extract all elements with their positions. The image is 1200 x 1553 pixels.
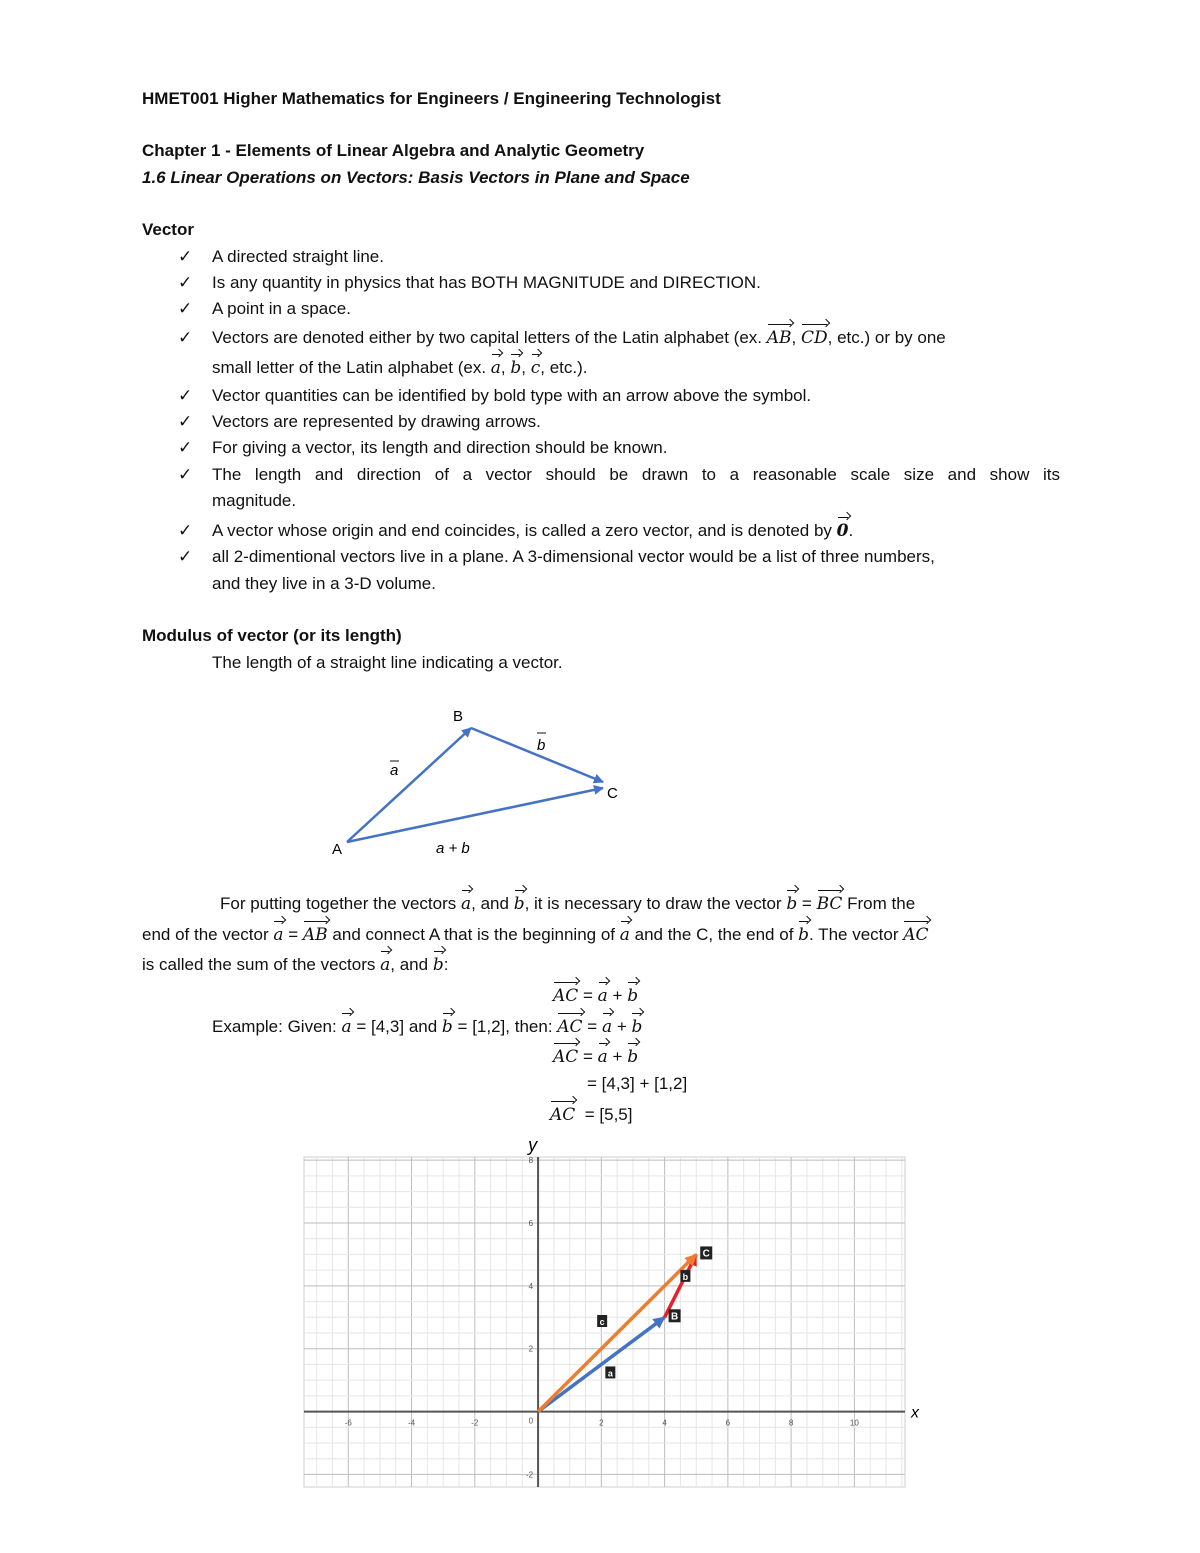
equation-result: AC = [5,5]	[550, 1105, 633, 1125]
sum-text-3: it is necessary to draw the vector	[534, 894, 782, 913]
x-tick-label: 10	[849, 1418, 859, 1428]
bullet-9: A vector whose origin and end coincides, is called a zero vector, and is denoted by 0.	[212, 521, 854, 541]
vector-a-symbol: a	[490, 358, 501, 378]
vector-b-symbol: b	[432, 955, 444, 975]
label-sum: a + b	[436, 840, 470, 857]
vector-a-symbol: a	[380, 955, 391, 975]
vector-a-symbol: a	[597, 986, 608, 1006]
bullet-4-text-2: small letter of the Latin alphabet (ex.	[212, 358, 487, 377]
bullet-3: A point in a space.	[212, 299, 351, 318]
check-icon: ✓	[178, 299, 193, 318]
vector-b-symbol: b	[786, 894, 798, 914]
bullet-8-line-1: The length and direction of a vector should be drawn to a reasonable scale size and show its	[212, 465, 1060, 484]
series-label-b: b	[682, 1271, 689, 1282]
y-tick-label: 6	[528, 1219, 534, 1228]
vector-b-symbol: b	[798, 925, 810, 945]
sum-text-6: and connect A that is the beginning of	[332, 925, 616, 944]
modulus-text: The length of a straight line indicating a vector.	[212, 653, 563, 672]
label-a: a	[390, 762, 399, 779]
vector-b-symbol: b	[513, 894, 525, 914]
equation-step-1: = [4,3] + [1,2]	[587, 1074, 688, 1093]
point-C-label: C	[607, 785, 618, 802]
sum-text-1: For putting together the vectors	[220, 894, 457, 913]
section-title: 1.6 Linear Operations on Vectors: Basis Vectors in Plane and Space	[142, 168, 690, 187]
vector-AC-symbol: AC	[557, 1017, 583, 1037]
point-B-label: B	[453, 708, 464, 725]
x-tick-label: 2	[599, 1418, 604, 1428]
series-label-c: c	[599, 1317, 605, 1327]
sum-text-8: . The vector	[809, 925, 899, 944]
x-axis-label: x	[911, 1404, 919, 1422]
equation-step-1-value: [4,3] + [1,2]	[601, 1074, 688, 1093]
check-icon: ✓	[178, 412, 193, 431]
bullet-4-line-2: small letter of the Latin alphabet (ex. a, b, c, etc.).	[212, 358, 588, 378]
sum-line-3: is called the sum of the vectors a, and b:	[142, 955, 449, 975]
bullet-10-line-1: all 2-dimentional vectors live in a plane. A 3-dimensional vector would be a list of three numbers,	[212, 547, 935, 566]
vector-b-symbol: b	[631, 1017, 643, 1037]
vector-AB-symbol: AB	[766, 328, 792, 348]
example-then: then:	[514, 1017, 553, 1036]
y-tick-label: 2	[528, 1344, 534, 1354]
x-tick-label: -2	[471, 1418, 479, 1428]
point-label-B: B	[670, 1311, 679, 1323]
check-icon: ✓	[178, 386, 193, 405]
point-A-label: A	[332, 841, 343, 858]
vector-a-symbol: a	[273, 925, 284, 945]
bullet-8-line-2: magnitude.	[212, 491, 297, 510]
vector-a-symbol: a	[601, 1017, 613, 1037]
bullet-4-text: Vectors are denoted either by two capital letters of the Latin alphabet (ex.	[212, 328, 763, 347]
bullet-5: Vector quantities can be identified by bold type with an arrow above the symbol.	[212, 386, 812, 405]
check-icon: ✓	[178, 438, 193, 457]
sum-text-7: and the C, the end of	[634, 925, 794, 944]
bullet-6: Vectors are represented by drawing arrows.	[212, 412, 541, 431]
vector-b-symbol: b	[627, 986, 639, 1006]
vector-CD-symbol: CD	[800, 328, 828, 348]
sum-text-10: and	[399, 955, 429, 974]
equation-step-0: AC = a + b	[553, 1047, 639, 1067]
vector-a-arrow	[347, 728, 471, 842]
vector-b-symbol: b	[510, 358, 522, 378]
sum-line-1: For putting together the vectors a, and b, it is necessary to draw the vector b = BC From the	[220, 894, 916, 914]
sum-text-2: and	[480, 894, 509, 913]
x-tick-label: -4	[407, 1418, 416, 1428]
y-tick-label: 8	[528, 1156, 534, 1166]
x-tick-label: 8	[788, 1418, 794, 1428]
sum-line-2: end of the vector a = AB and connect A that is the beginning of a and the C, the end of b. The vector AC	[142, 925, 929, 945]
vector-heading: Vector	[142, 220, 194, 239]
check-icon: ✓	[178, 547, 193, 566]
bullet-7: For giving a vector, its length and direction should be known.	[212, 438, 668, 457]
example-and: and	[408, 1017, 438, 1036]
vector-AC-symbol: AC	[903, 925, 929, 945]
bullet-10-line-2: and they live in a 3-D volume.	[212, 574, 436, 593]
label-b: b	[537, 737, 546, 754]
vector-AB-symbol: AB	[302, 925, 328, 945]
vector-a-symbol: a	[597, 1047, 608, 1067]
chapter-title: Chapter 1 - Elements of Linear Algebra and Analytic Geometry	[142, 141, 645, 160]
bullet-2: Is any quantity in physics that has BOTH MAGNITUDE and DIRECTION.	[212, 273, 761, 292]
vector-triangle-diagram	[320, 700, 640, 865]
sum-text-4: From the	[847, 894, 916, 913]
x-tick-label: 6	[725, 1418, 731, 1428]
zero-vector-symbol: 0	[836, 521, 849, 541]
check-icon: ✓	[178, 521, 193, 540]
bullet-1: A directed straight line.	[212, 247, 384, 266]
vector-a-symbol: a	[341, 1017, 352, 1037]
sum-text-9: is called the sum of the vectors	[142, 955, 376, 974]
example-b-value: [1,2]	[472, 1017, 506, 1036]
vector-AC-symbol: AC	[553, 1047, 579, 1067]
vector-coordinate-chart	[290, 1135, 930, 1495]
course-title: HMET001 Higher Mathematics for Engineers / Engineering Technologist	[142, 89, 721, 108]
check-icon: ✓	[178, 328, 193, 347]
y-tick-label: 4	[528, 1281, 534, 1291]
equation-result-value: [5,5]	[599, 1105, 633, 1124]
bullet-4-text-end: etc.).	[549, 358, 588, 377]
vector-sum-arrow	[347, 788, 603, 842]
check-icon: ✓	[178, 273, 193, 292]
x-tick-label: 4	[662, 1418, 667, 1428]
equation-sum: AC = a + b	[553, 986, 639, 1006]
y-axis-label: y	[528, 1135, 538, 1155]
vector-a-symbol: a	[619, 925, 630, 945]
check-icon: ✓	[178, 465, 193, 484]
vector-AC-symbol: AC	[550, 1105, 576, 1125]
example-a-value: [4,3]	[370, 1017, 405, 1036]
series-label-a: a	[607, 1368, 613, 1379]
bullet-4-line-1: Vectors are denoted either by two capital letters of the Latin alphabet (ex. AB, CD, etc.) or by one	[212, 328, 946, 348]
origin-label: 0	[528, 1416, 534, 1426]
vector-b-symbol: b	[627, 1047, 639, 1067]
vector-AC-symbol: AC	[553, 986, 579, 1006]
sum-text-5: end of the vector	[142, 925, 269, 944]
example-label: Example: Given:	[212, 1017, 337, 1036]
point-label-C: C	[702, 1248, 710, 1260]
bullet-4-text-mid: etc.) or by one	[837, 328, 946, 347]
x-tick-label: -6	[344, 1418, 352, 1428]
vector-b-symbol: b	[441, 1017, 453, 1037]
vector-a-symbol: a	[460, 894, 472, 914]
bullet-9-text: A vector whose origin and end coincides, is called a zero vector, and is denoted by	[212, 521, 832, 540]
y-tick-label: -2	[525, 1470, 534, 1480]
vector-c-symbol: c	[530, 358, 541, 378]
modulus-heading: Modulus of vector (or its length)	[142, 626, 402, 645]
check-icon: ✓	[178, 247, 193, 266]
vector-BC-symbol: BC	[816, 894, 843, 914]
example-line: Example: Given: a = [4,3] and b = [1,2], then: AC = a + b	[212, 1017, 643, 1037]
